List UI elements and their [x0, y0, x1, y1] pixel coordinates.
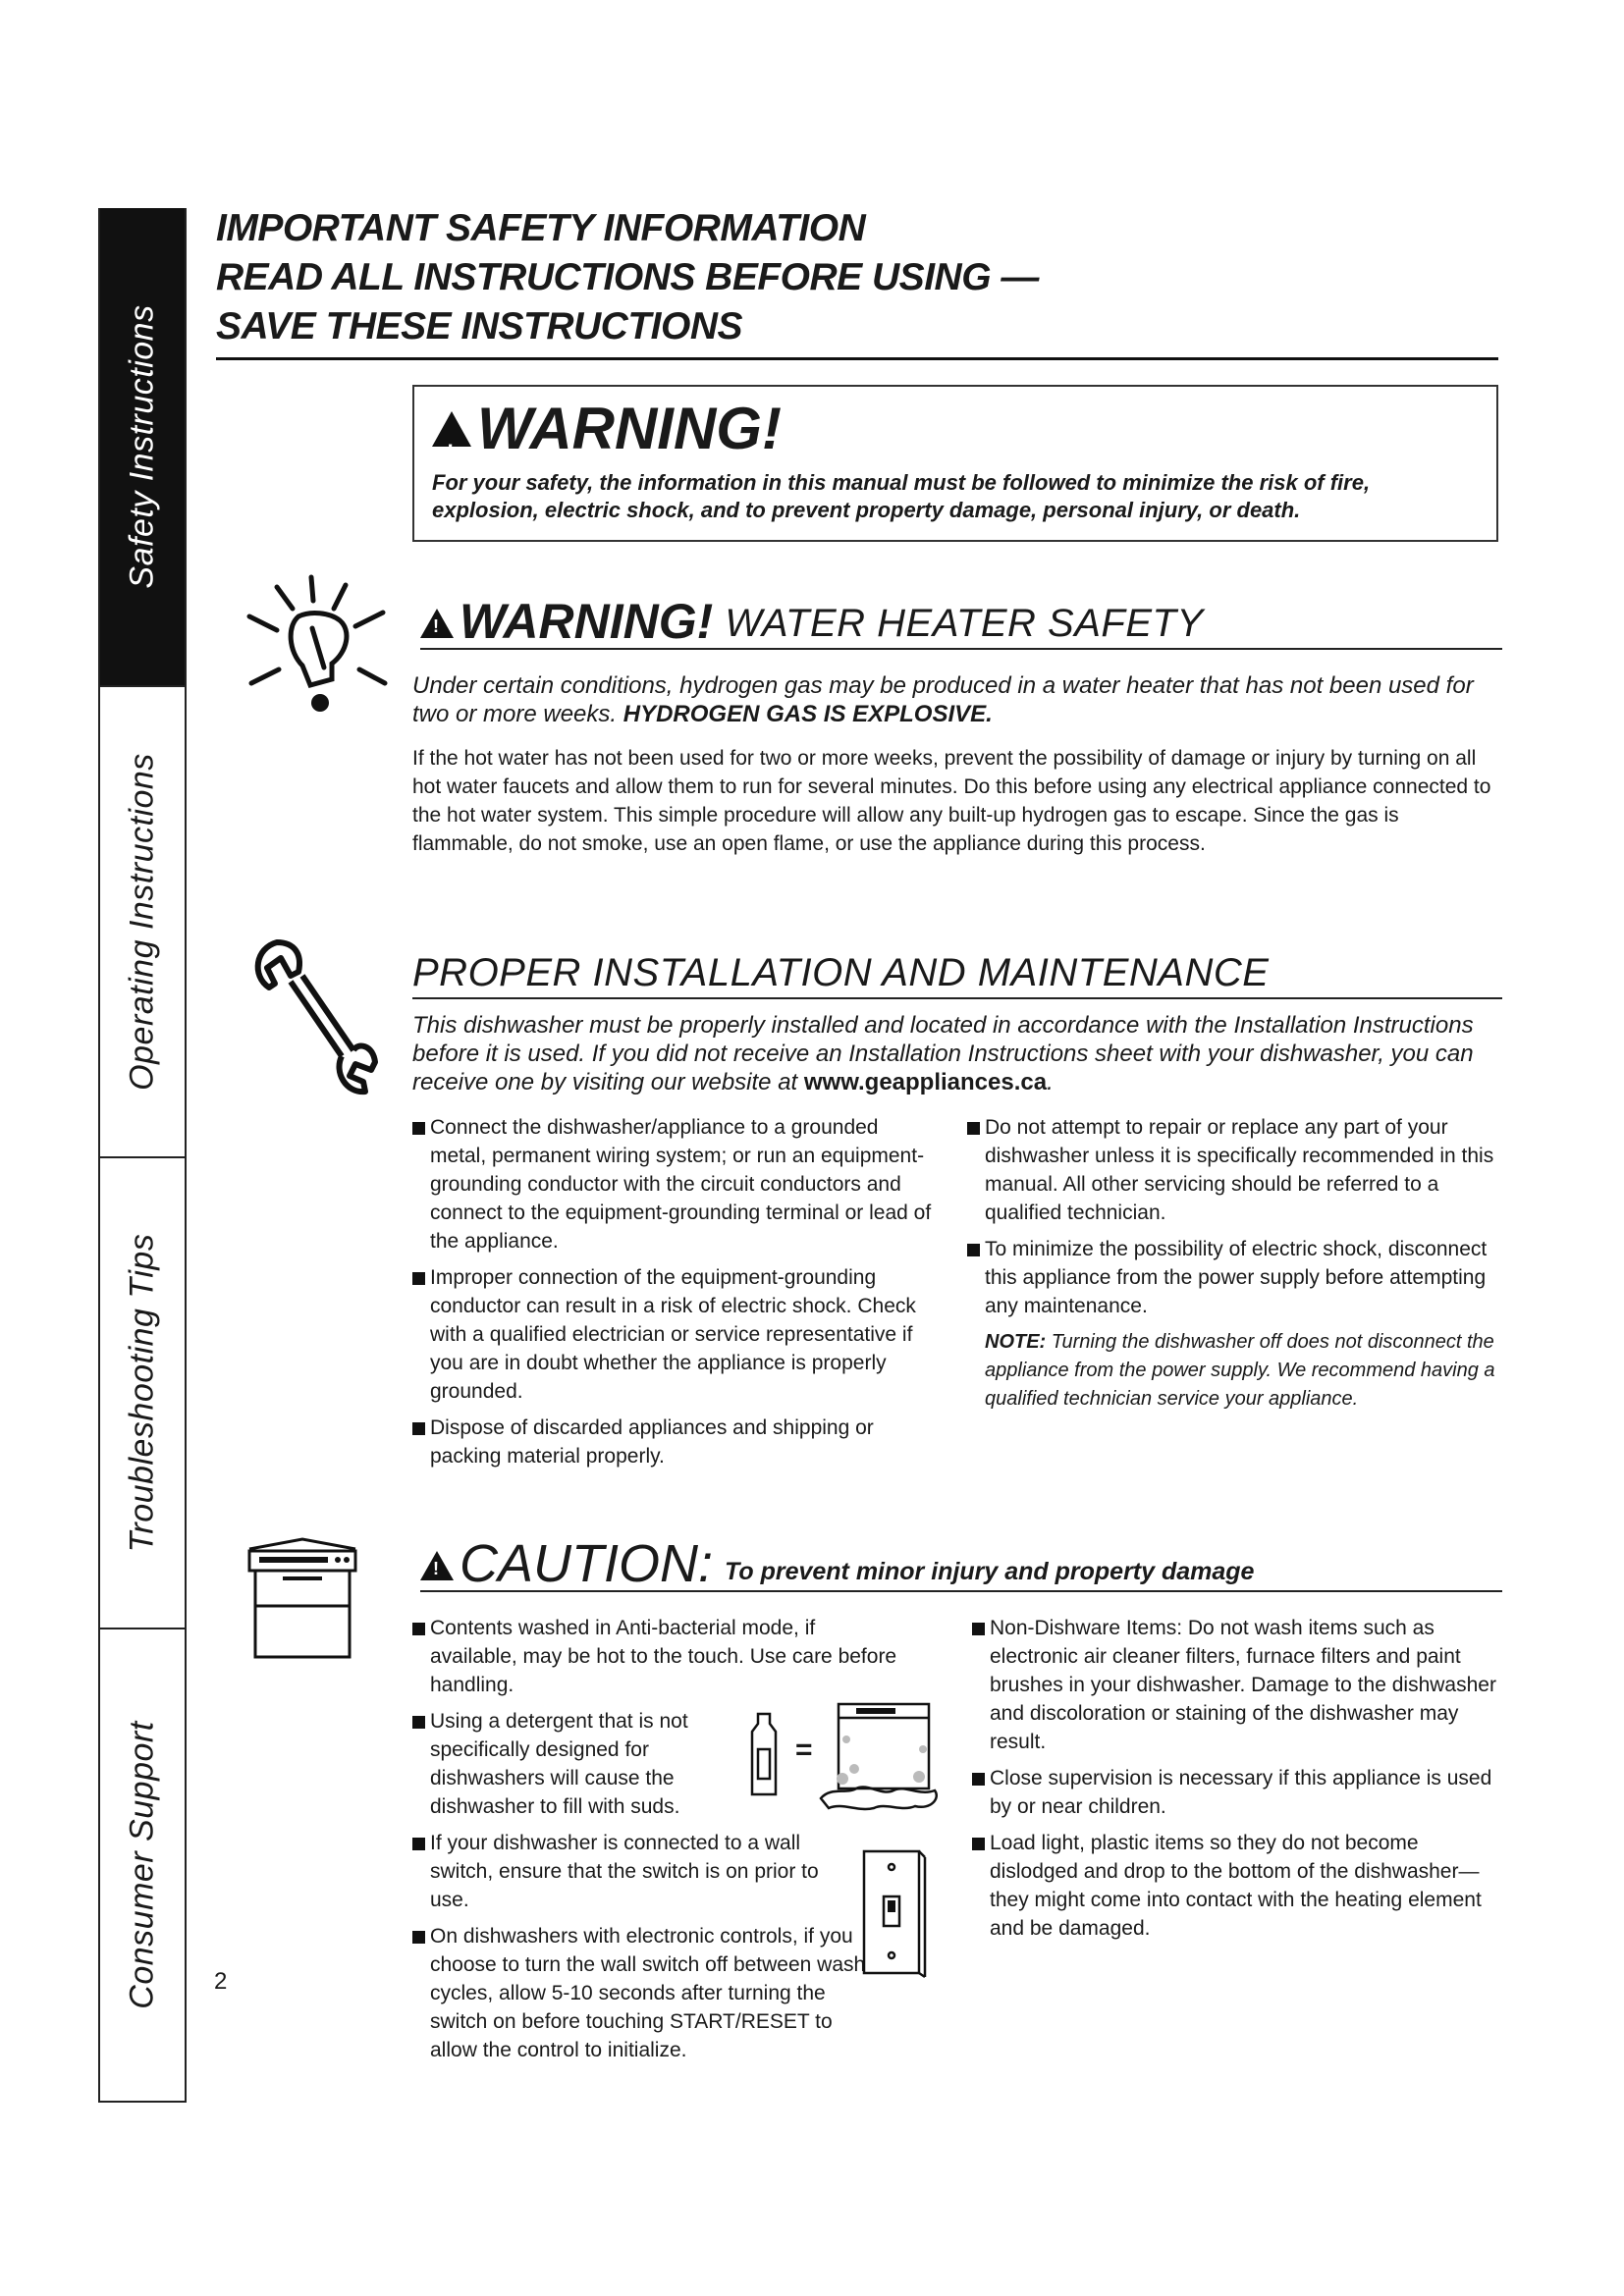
list-item: To minimize the possibility of electric shock, disconnect this appliance from the power supply before attempting any maintenance. [967, 1235, 1497, 1320]
tab-operating-instructions[interactable] [100, 687, 185, 1158]
list-item: Dispose of discarded appliances and shipping or packing material properly. [412, 1414, 933, 1470]
warning-box [412, 385, 1498, 542]
tab-safety-instructions[interactable] [100, 208, 185, 687]
installation-heading [412, 948, 1502, 999]
suds-dishwasher-icon [817, 1700, 943, 1816]
detergent-bottle-icon [742, 1710, 785, 1800]
page-number: 2 [214, 1968, 228, 1995]
warning-triangle-icon [432, 411, 471, 447]
equals-sign: = [795, 1734, 813, 1766]
tab-label: Safety Instructions [123, 304, 161, 589]
water-heater-title: WATER HEATER SAFETY [725, 602, 1204, 645]
water-heater-lead-text: Under certain conditions, hydrogen gas may be produced in a water heater that has not been used for two or more weeks. [412, 672, 1474, 727]
tab-label: Troubleshooting Tips [123, 1233, 161, 1553]
water-heater-body: If the hot water has not been used for two or more weeks, prevent the possibility of damage or injury by turning on all hot water faucets and allow them to run for several minutes. Do this before using any electrical appliance connected to the hot water system. This simple procedure will allow any built-up hydrogen gas to escape. Since the gas is flammable, do not smoke, use an open flame, or use the appliance during this process. [412, 747, 1491, 855]
water-heater-warning-word: WARNING! [460, 594, 714, 649]
caution-subtitle: To prevent minor injury and property damage [725, 1558, 1255, 1585]
installation-note [967, 1328, 1497, 1414]
header-line-3: SAVE THESE INSTRUCTIONS [216, 305, 743, 347]
list-item: Close supervision is necessary if this appliance is used by or near children. [972, 1764, 1497, 1821]
warning-title [432, 397, 1479, 461]
tab-troubleshooting-tips[interactable] [100, 1158, 185, 1629]
tab-label: Operating Instructions [123, 753, 161, 1091]
list-item: If your dishwasher is connected to a wall switch, ensure that the switch is on prior to use. [412, 1829, 852, 1914]
warning-triangle-icon [420, 609, 454, 638]
header-line-2: READ ALL INSTRUCTIONS BEFORE USING — [216, 256, 1039, 298]
installation-lead-end: . [1047, 1069, 1054, 1095]
water-heater-lead-bold: HYDROGEN GAS IS EXPLOSIVE. [623, 701, 993, 727]
list-item: Non-Dishware Items: Do not wash items such as electronic air cleaner filters, furnace filters and paint brushes in your dishwasher. Damage to the dishwasher and discoloration or staining of the dishwasher may result. [972, 1614, 1497, 1756]
installation-title: PROPER INSTALLATION AND MAINTENANCE [412, 951, 1270, 994]
page-header [216, 204, 1498, 360]
tab-consumer-support[interactable] [100, 1629, 185, 2103]
list-item: Load light, plastic items so they do not become dislodged and drop to the bottom of the dishwasher—they might come into contact with the heating element and be damaged. [972, 1829, 1497, 1943]
note-label: NOTE: [985, 1331, 1047, 1353]
note-text: Turning the dishwasher off does not disconnect the appliance from the power supply. We recommend having a qualified technician service your appliance. [985, 1331, 1495, 1410]
warning-triangle-icon [420, 1551, 454, 1580]
list-item: Do not attempt to repair or replace any part of your dishwasher unless it is specifically recommended in this manual. All other servicing should be referred to a qualified technician. [967, 1113, 1497, 1227]
installation-lead-text: This dishwasher must be properly installed and located in accordance with the Installation Instructions before it is used. If you did not receive an Installation Instructions sheet with your dishwasher, you can receive one by visiting our website at [412, 1012, 1474, 1095]
header-line-1: IMPORTANT SAFETY INFORMATION [216, 207, 866, 249]
wall-switch-icon [858, 1845, 927, 1981]
warning-text: For your safety, the information in this manual must be followed to minimize the risk of fire, explosion, electric shock, and to prevent property damage, personal injury, or death. [432, 470, 1371, 522]
side-tabs [98, 208, 187, 2103]
water-heater-heading [420, 595, 1502, 650]
installation-right-bullets [967, 1113, 1497, 1414]
caution-right-bullets [972, 1614, 1497, 1950]
caution-heading [420, 1534, 1502, 1593]
list-item: Connect the dishwasher/appliance to a grounded metal, permanent wiring system; or run an equipment-grounding conductor with the circuit conductors and connect to the equipment-grounding terminal or lead of the appliance. [412, 1113, 933, 1255]
installation-lead [412, 1011, 1502, 1096]
installation-left-bullets [412, 1113, 933, 1478]
list-item: On dishwashers with electronic controls, if you choose to turn the wall switch off between wash cycles, allow 5-10 seconds after turning the switch on before touching START/RESET to allow the control to initialize. [412, 1922, 872, 2064]
website-link[interactable]: www.geappliances.ca [803, 1069, 1048, 1095]
list-item: Contents washed in Anti-bacterial mode, if available, may be hot to the touch. Use care before handling. [412, 1614, 901, 1699]
tab-label: Consumer Support [123, 1721, 161, 2009]
dishwasher-icon [244, 1537, 361, 1661]
warning-title-text: WARNING! [477, 396, 782, 461]
lightbulb-icon [238, 569, 405, 726]
wrench-icon [247, 929, 385, 1105]
list-item: Using a detergent that is not specifically designed for dishwashers will cause the dishwasher to fill with suds. [412, 1707, 725, 1821]
caution-left-bullets [412, 1614, 897, 2072]
list-item: Improper connection of the equipment-grounding conductor can result in a risk of electric shock. Check with a qualified electrician or service representative if you are in doubt whether the appliance is properly grounded. [412, 1263, 933, 1406]
caution-word: CAUTION: [460, 1534, 714, 1593]
water-heater-lead [412, 671, 1492, 728]
